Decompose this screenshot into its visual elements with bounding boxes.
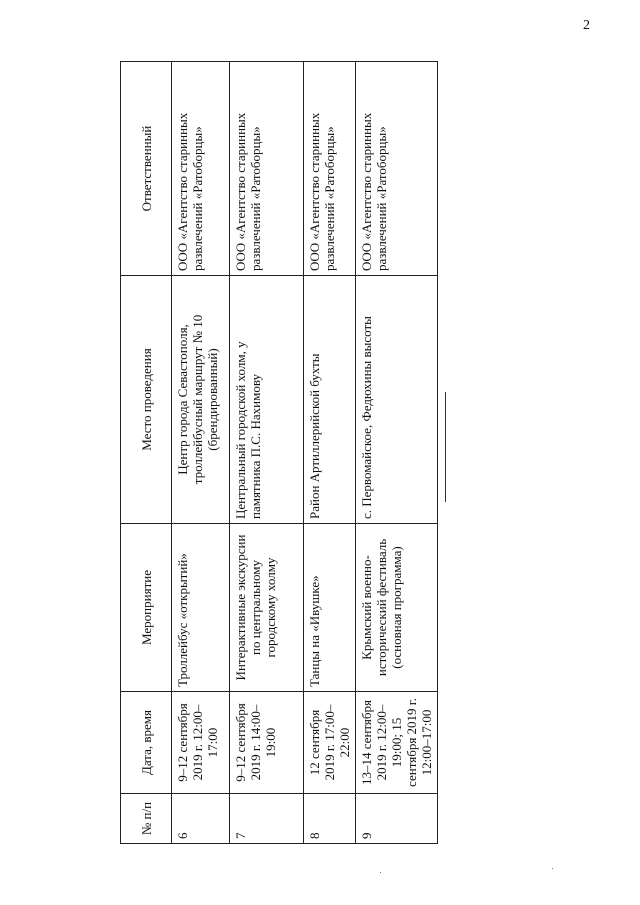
row-number: 7	[230, 794, 304, 844]
row-event: Танцы на «Ивушке»	[304, 524, 356, 692]
row-event: Троллейбус «открытий»	[172, 524, 230, 692]
row-responsible: ООО «Агентство старинных развлечений «Ратоборцы»	[356, 62, 438, 276]
events-table-container	[120, 62, 434, 844]
table-row	[230, 62, 304, 844]
table-row	[172, 62, 230, 844]
events-table	[120, 61, 438, 844]
header-place: Место проведения	[121, 276, 172, 524]
row-responsible: ООО «Агентство старинных развлечений «Ратоборцы»	[230, 62, 304, 276]
row-number: 6	[172, 794, 230, 844]
table-header-row	[121, 62, 172, 844]
row-date: 9–12 сентября 2019 г. 12:00–17:00	[172, 692, 230, 794]
row-place: Район Артиллерийской бухты	[304, 276, 356, 524]
row-number: 9	[356, 794, 438, 844]
row-date: 12 сентября 2019 г. 17:00–22:00	[304, 692, 356, 794]
scan-speck	[380, 872, 381, 873]
page-number: 2	[583, 18, 590, 33]
row-date: 9–12 сентября 2019 г. 14:00–19:00	[230, 692, 304, 794]
header-date: Дата, время	[121, 692, 172, 794]
header-responsible: Ответственный	[121, 62, 172, 276]
row-responsible: ООО «Агентство старинных развлечений «Ратоборцы»	[172, 62, 230, 276]
row-event: Крымский военно-исторический фестиваль (основная программа)	[356, 524, 438, 692]
row-place: Центр города Севастополя, троллейбусный маршрут № 10 (брендированный)	[172, 276, 230, 524]
header-event: Мероприятие	[121, 524, 172, 692]
row-event: Интерактивные экскурсии по центральному городскому холму	[230, 524, 304, 692]
end-of-document-line	[445, 392, 446, 502]
header-number: № п/п	[121, 794, 172, 844]
row-place: с. Первомайское, Федюхины высоты	[356, 276, 438, 524]
table-row	[304, 62, 356, 844]
row-place: Центральный городской холм, у памятника П.С. Нахимову	[230, 276, 304, 524]
table-row	[356, 62, 438, 844]
row-date: 13–14 сентября 2019 г. 12:00–19:00; 15 сентября 2019 г. 12:00–17:00	[356, 692, 438, 794]
scan-speck	[552, 868, 553, 869]
row-number: 8	[304, 794, 356, 844]
row-responsible: ООО «Агентство старинных развлечений «Ратоборцы»	[304, 62, 356, 276]
